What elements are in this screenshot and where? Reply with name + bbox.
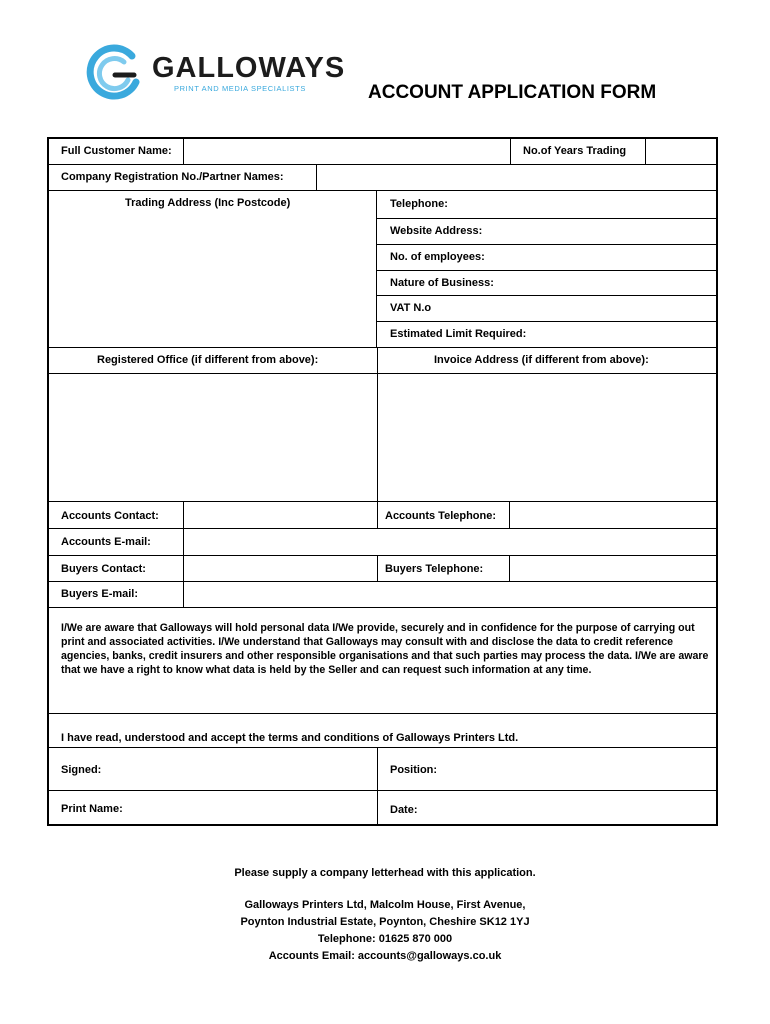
- signed-label: Signed:: [61, 764, 102, 776]
- website-label: Website Address:: [390, 225, 483, 237]
- buyers-email-field[interactable]: [184, 581, 718, 607]
- buyers-contact-field[interactable]: [184, 555, 377, 581]
- accounts-contact-field[interactable]: [184, 501, 377, 528]
- logo-name: GALLOWAYS: [152, 52, 346, 84]
- footer-email[interactable]: Accounts Email: accounts@galloways.co.uk: [268, 950, 502, 962]
- accounts-email-label: Accounts E-mail:: [61, 536, 151, 548]
- nature-of-business-label: Nature of Business:: [390, 277, 494, 289]
- buyers-email-label: Buyers E-mail:: [61, 588, 139, 600]
- company-registration-label: Company Registration No./Partner Names:: [61, 171, 284, 183]
- letterhead-note: Please supply a company letterhead with this application.: [234, 867, 536, 879]
- logo-tagline: PRINT AND MEDIA SPECIALISTS: [174, 84, 306, 93]
- account-application-form: [47, 137, 718, 826]
- print-name-field[interactable]: [139, 790, 377, 826]
- trading-address-field[interactable]: [49, 211, 376, 347]
- privacy-statement: I/We are aware that Galloways will hold personal data I/We provide, securely and in confidence for the purpose of carrying out print and associated activities. I/We understand that Galloways may consult with and disclose the data to credit reference agencies, banks, credit insurers and other responsible organisations and that such parties may process the data. I/We are aware that we have a right to know what data is held by the Seller and can request such information at any time.: [61, 622, 709, 676]
- buyers-contact-label: Buyers Contact:: [61, 563, 146, 575]
- trading-address-label: Trading Address (Inc Postcode): [125, 197, 291, 209]
- full-customer-name-field[interactable]: [184, 139, 510, 164]
- invoice-address-field[interactable]: [378, 374, 718, 501]
- registered-office-field[interactable]: [49, 374, 376, 501]
- full-customer-name-label: Full Customer Name:: [61, 145, 172, 157]
- terms-statement: I have read, understood and accept the terms and conditions of Galloways Printers Ltd.: [61, 732, 519, 744]
- buyers-telephone-field[interactable]: [510, 555, 718, 581]
- form-title: ACCOUNT APPLICATION FORM: [368, 82, 657, 103]
- date-label: Date:: [390, 804, 418, 816]
- employees-label: No. of employees:: [390, 251, 485, 263]
- galloways-logo: [84, 42, 346, 104]
- position-label: Position:: [390, 764, 438, 776]
- footer-telephone: Telephone: 01625 870 000: [317, 933, 453, 945]
- years-trading-field[interactable]: [646, 139, 718, 164]
- address-line-2: Poynton Industrial Estate, Poynton, Cheshire SK12 1YJ: [240, 916, 530, 928]
- accounts-contact-label: Accounts Contact:: [61, 510, 159, 522]
- accounts-telephone-field[interactable]: [510, 501, 718, 528]
- galloways-logo-icon: [84, 42, 150, 104]
- registered-office-label: Registered Office (if different from above):: [97, 354, 319, 366]
- telephone-label: Telephone:: [390, 198, 448, 210]
- company-registration-field[interactable]: [317, 164, 718, 190]
- buyers-telephone-label: Buyers Telephone:: [385, 563, 484, 575]
- accounts-email-field[interactable]: [184, 528, 718, 555]
- position-field[interactable]: [449, 747, 718, 790]
- print-name-label: Print Name:: [61, 803, 123, 815]
- invoice-address-label: Invoice Address (if different from above):: [434, 354, 649, 366]
- vat-label: VAT N.o: [390, 302, 432, 314]
- date-field[interactable]: [429, 790, 718, 826]
- address-line-1: Galloways Printers Ltd, Malcolm House, First Avenue,: [244, 899, 526, 911]
- years-trading-label: No.of Years Trading: [523, 145, 627, 157]
- estimated-limit-label: Estimated Limit Required:: [390, 328, 527, 340]
- signed-field[interactable]: [119, 747, 377, 790]
- accounts-telephone-label: Accounts Telephone:: [385, 510, 497, 522]
